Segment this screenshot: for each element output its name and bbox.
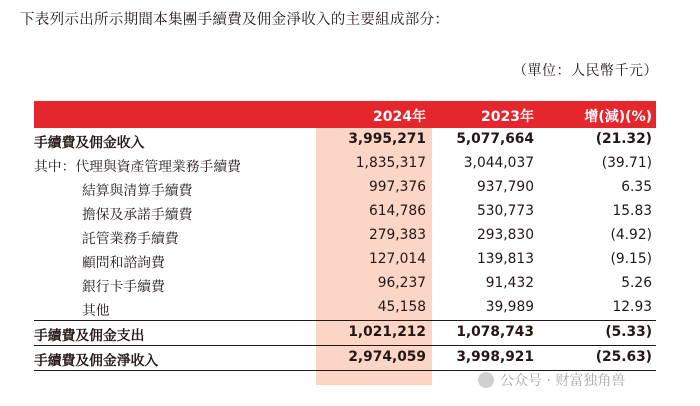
value-2024: 997,376 <box>368 179 426 195</box>
table-row <box>34 345 656 371</box>
value-2024: 3,995,271 <box>348 131 426 147</box>
value-2024: 1,835,317 <box>355 155 426 171</box>
wechat-logo-icon <box>478 372 494 388</box>
row-label: 擔保及承諾手續費 <box>82 207 193 223</box>
watermark <box>478 370 625 390</box>
table-row <box>34 200 656 224</box>
table-row <box>34 248 656 272</box>
row-label: 其中：代理與資產管理業務手續費 <box>34 159 241 175</box>
value-2024: 45,158 <box>377 299 426 315</box>
table-row <box>34 272 656 296</box>
row-label: 銀行卡手續費 <box>82 279 165 295</box>
header-2024: 2024年 <box>373 109 426 125</box>
unit-note: （單位：人民幣千元） <box>513 63 658 79</box>
row-label: 手續費及佣金淨收入 <box>34 353 159 369</box>
value-change: (39.71) <box>601 155 652 171</box>
row-label: 顧問和諮詢費 <box>82 255 165 271</box>
table-header <box>34 101 656 128</box>
row-label: 託管業務手續費 <box>82 231 179 247</box>
value-2023: 39,989 <box>485 299 534 315</box>
value-2023: 3,044,037 <box>463 155 534 171</box>
table-row <box>34 152 656 176</box>
value-2023: 5,077,664 <box>456 131 534 147</box>
value-change: (25.63) <box>595 349 652 365</box>
value-2023: 1,078,743 <box>456 324 534 340</box>
value-2024: 279,383 <box>368 227 426 243</box>
value-2023: 530,773 <box>476 203 534 219</box>
header-change: 增(減)(%) <box>584 109 652 125</box>
table-row <box>34 320 656 345</box>
value-2023: 139,813 <box>476 251 534 267</box>
row-label: 手續費及佣金支出 <box>34 328 145 344</box>
value-change: 15.83 <box>612 203 652 219</box>
value-change: (21.32) <box>595 131 652 147</box>
table-row <box>34 176 656 200</box>
value-change: 5.26 <box>621 275 652 291</box>
table-row <box>34 128 656 152</box>
row-label: 手續費及佣金收入 <box>34 135 145 151</box>
value-change: 6.35 <box>621 179 652 195</box>
row-label: 結算與清算手續費 <box>82 183 193 199</box>
value-change: (9.15) <box>610 251 652 267</box>
value-2024: 2,974,059 <box>348 349 426 365</box>
value-2024: 1,021,212 <box>348 324 426 340</box>
value-2024: 127,014 <box>368 251 426 267</box>
value-2024: 614,786 <box>368 203 426 219</box>
row-label: 其他 <box>82 303 110 319</box>
value-2024: 96,237 <box>377 275 426 291</box>
value-change: 12.93 <box>612 299 652 315</box>
table-row <box>34 224 656 248</box>
watermark-text: 公众号 · 财富独角兽 <box>500 373 626 389</box>
table-row <box>34 296 656 320</box>
value-change: (5.33) <box>605 324 652 340</box>
value-2023: 937,790 <box>476 179 534 195</box>
header-2023: 2023年 <box>481 109 534 125</box>
intro-text: 下表列示出所示期間本集團手續費及佣金淨收入的主要組成部分： <box>20 12 450 28</box>
value-2023: 91,432 <box>485 275 534 291</box>
value-2023: 3,998,921 <box>456 349 534 365</box>
value-2023: 293,830 <box>476 227 534 243</box>
fee-commission-table <box>34 101 656 371</box>
value-change: (4.92) <box>610 227 652 243</box>
